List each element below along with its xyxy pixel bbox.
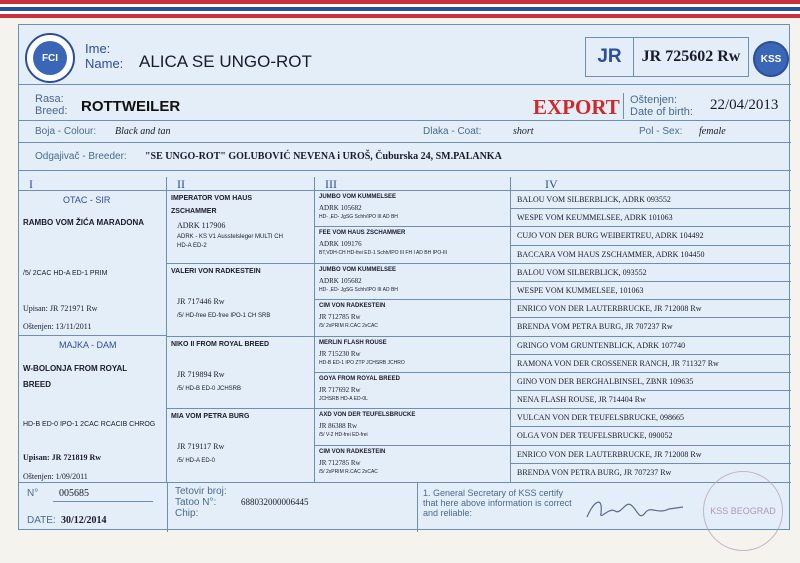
sire-label: OTAC - SIR — [63, 195, 111, 205]
dam-cell — [19, 336, 167, 482]
ancestor-cell — [511, 300, 791, 318]
tattoo-label-english: Tatoo N°: — [175, 497, 217, 508]
great-grandparent-name: GOYA FROM ROYAL BREED — [319, 375, 400, 382]
cert-line-3: and reliable: — [423, 508, 473, 518]
fci-logo — [25, 33, 75, 83]
grandparent-cell — [167, 337, 315, 410]
grandparent-reg: ADRK 117906 — [177, 221, 226, 230]
colour-label: Boja - Colour: — [35, 126, 97, 137]
great-grandparent-name: CIM VON RADKESTEIN — [319, 448, 386, 455]
registry-prefix: JR — [585, 37, 633, 77]
great-grandparent-titles: HD- ,ED- JgSG Schh/IPO III AD BH — [319, 286, 398, 293]
sire-titles: /5/ 2CAC HD-A ED-1 PRIM — [23, 270, 108, 277]
grandparent-name-line-2: ZSCHAMMER — [171, 208, 217, 215]
dam-name-line-2: BREED — [23, 380, 52, 389]
dam-reg: Upisan: JR 721819 Rw — [23, 453, 102, 462]
great-grandparent-reg: JR 717692 Rw — [319, 385, 361, 394]
ancestor-cell — [511, 373, 791, 391]
dog-name: ALICA SE UNGO-ROT — [139, 52, 312, 71]
breed-value: ROTTWEILER — [81, 98, 181, 115]
tattoo-labels — [175, 486, 227, 519]
ancestor-entry: GINO VON DER BERGHALBINSEL, ZBNR 109635 — [517, 376, 694, 386]
kss-logo: KSS — [753, 41, 789, 77]
ancestor-cell — [511, 191, 791, 209]
col-header-1-text: I — [29, 177, 33, 191]
breeder-row — [19, 143, 791, 171]
great-grandparent-name: FEE VOM HAUS ZSCHAMMER — [319, 230, 406, 237]
breed-label-serbian: Rasa: — [35, 93, 64, 105]
sire-born: Oštenjen: 13/11/2011 — [23, 322, 92, 331]
grandparent-reg: JR 719117 Rw — [177, 442, 225, 452]
ancestor-cell — [511, 427, 791, 445]
name-labels — [85, 41, 123, 71]
ancestor-entry: ENRICO VON DER LAUTERBRUCKE, JR 712008 Rw — [517, 304, 702, 314]
grandparent-cell — [167, 409, 315, 482]
great-grandparent-cell — [315, 264, 511, 300]
name-row — [19, 25, 791, 85]
sex-label: Pol - Sex: — [639, 126, 683, 137]
ancestor-cell — [511, 355, 791, 373]
tattoo-label-serbian: Tetovir broj: — [175, 486, 227, 497]
grandparent-name-line-1: NIKO II FROM ROYAL BREED — [171, 340, 270, 348]
ancestor-entry: BRENDA VON PETRA BURG, JR 707237 Rw — [517, 467, 672, 477]
ancestor-cell — [511, 409, 791, 427]
great-grandparent-titles: /5/ 2xPRIM R.CAC 2xCAC — [319, 323, 378, 330]
grandparent-reg: JR 719894 Rw — [177, 369, 225, 379]
coat-label: Dlaka - Coat: — [423, 126, 482, 137]
ancestor-entry: BALOU VOM SILBERBLICK, ADRK 093552 — [517, 195, 671, 204]
ancestor-entry: NENA FLASH ROUSE, JR 714404 Rw — [517, 395, 646, 405]
coat-value: short — [513, 126, 534, 137]
flag-stripe-red-bottom — [0, 14, 800, 18]
great-grandparent-reg: JR 712785 Rw — [319, 458, 361, 467]
ancestor-entry: CUJO VON DER BURG WEIBERTREU, ADRK 104492 — [517, 231, 704, 241]
date-value: 30/12/2014 — [61, 515, 107, 526]
colour-value: Black and tan — [115, 126, 171, 137]
great-grandparent-reg: ADRK 105682 — [319, 204, 362, 212]
great-grandparent-titles: /5/ V-2 HD-frei ED-frei — [319, 432, 368, 439]
cert-line-1: 1. General Secretary of KSS certify — [423, 488, 564, 498]
great-grandparent-reg: ADRK 105682 — [319, 276, 362, 285]
dob-labels — [630, 94, 693, 118]
footer-divider-2 — [417, 483, 418, 532]
col-header-2 — [167, 177, 315, 191]
great-grandparent-reg: ADRK 109176 — [319, 240, 362, 249]
great-grandparent-titles: JCHSRB HD-A ED-0L — [319, 395, 368, 402]
registration-number: JR 725602 Rw — [633, 37, 749, 77]
ancestor-entry: WESPE VOM KEUMMELSEE, ADRK 101063 — [517, 213, 673, 223]
ancestor-cell — [511, 282, 791, 300]
dam-name-line-1: W-BOLONJA FROM ROYAL — [23, 364, 128, 373]
great-grandparent-name: JUMBO VOM KUMMELSEE — [319, 266, 397, 273]
grandparent-name-line-1: MIA VOM PETRA BURG — [171, 413, 250, 421]
dob-label-english: Date of birth: — [630, 106, 693, 118]
sire-name: RAMBO VOM ŽIĆA MARADONA — [23, 218, 145, 227]
great-grandparent-cell — [315, 300, 511, 336]
great-grandparent-cell — [315, 227, 511, 263]
dam-titles: HD-B ED-0 IPO-1 2CAC RCACIB CHROG — [23, 421, 156, 428]
great-grandparent-cell — [315, 409, 511, 445]
ancestor-entry: RAMONA VON DER CROSSENER RANCH, JR 711327 Rw — [517, 358, 719, 368]
great-grandparent-cell — [315, 191, 511, 227]
col-header-4 — [511, 177, 791, 191]
great-grandparent-cell — [315, 337, 511, 373]
dob-label-serbian: Oštenjen: — [630, 94, 678, 106]
pedigree-certificate — [18, 24, 790, 530]
date-of-birth-box — [623, 93, 789, 119]
great-grandparent-cell — [315, 373, 511, 409]
breed-labels — [35, 93, 67, 117]
cert-line-2: that here above information is correct — [423, 498, 572, 508]
great-grandparent-name: MERLIN FLASH ROUSE — [319, 339, 387, 346]
footer-divider-1 — [167, 483, 168, 532]
footer — [19, 482, 791, 531]
great-grandparent-titles: /5/ 2xPRIM R.CAC 2xCAC — [319, 468, 378, 475]
grandparent-reg: JR 717446 Rw — [177, 296, 225, 306]
ancestor-cell — [511, 391, 791, 409]
grandparent-titles-line-2: HD-A ED-2 — [177, 243, 207, 249]
number-label: N° — [27, 488, 39, 499]
dam-label: MAJKA - DAM — [59, 340, 117, 350]
breeder-value: "SE UNGO-ROT" GOLUBOVIĆ NEVENA i UROŠ, Čuburska 24, SM.PALANKA — [145, 151, 502, 162]
ancestor-cell — [511, 446, 791, 464]
number-underline — [53, 501, 153, 502]
sex-value: female — [699, 126, 726, 137]
great-grandparent-cell — [315, 446, 511, 482]
great-grandparent-name: AXD VON DER TEUFELSBRUCKE — [319, 412, 416, 419]
great-grandparent-reg: JR 86388 Rw — [319, 422, 358, 431]
ancestor-entry: BALOU VOM SILBERBLICK, 093552 — [517, 267, 647, 277]
signature-image — [579, 491, 689, 527]
grandparent-titles-line-1: /5/ HD-free ED-free IPO-1 CH SRB — [177, 312, 271, 319]
great-grandparent-reg: JR 712785 Rw — [319, 313, 361, 322]
chip-value: 688032000006445 — [241, 497, 309, 507]
grandparent-cell — [167, 264, 315, 337]
col-header-4-text: IV — [545, 177, 558, 191]
ancestor-cell — [511, 264, 791, 282]
ancestor-cell — [511, 227, 791, 245]
sire-cell — [19, 191, 167, 336]
grandparent-titles-line-1: /5/ HD-B ED-0 JCHSRB — [177, 385, 242, 392]
ancestor-cell — [511, 337, 791, 355]
ancestor-cell — [511, 209, 791, 227]
name-label-serbian: Ime: — [85, 41, 111, 56]
export-stamp: EXPORT — [533, 95, 620, 119]
great-grandparent-name: JUMBO VOM KUMMELSEE — [319, 194, 397, 200]
date-label: DATE: — [27, 515, 56, 526]
grandparent-name-line-1: IMPERATOR VOM HAUS — [171, 195, 253, 202]
grandparent-cell — [167, 191, 315, 264]
dob-value: 22/04/2013 — [710, 97, 779, 113]
ancestor-entry: OLGA VON DER TEUFELSBRUCKE, 090052 — [517, 431, 673, 441]
kss-stamp: KSS BEOGRAD — [703, 471, 783, 551]
ancestor-entry: VULCAN VON DER TEUFELSBRUCKE, 098665 — [517, 413, 685, 423]
grandparent-titles-line-1: /5/ HD-A ED-0 — [177, 458, 216, 465]
sire-reg: Upisan: JR 721971 Rw — [23, 304, 98, 313]
great-grandparent-titles: HD- ,ED- JgSG Schh/IPO III AD BH — [319, 214, 398, 220]
grandparent-name-line-1: VALERI VON RADKESTEIN — [171, 267, 261, 275]
col-header-1 — [19, 177, 167, 191]
grandparent-titles-line-1: ADRK - KS V1 Ausstelsleger MULTI CH — [177, 234, 283, 240]
ancestor-entry: BRENDA VOM PETRA BURG, JR 707237 Rw — [517, 322, 673, 332]
chip-label: Chip: — [175, 508, 199, 519]
col-header-3 — [315, 177, 511, 191]
ancestor-entry: BACCARA VOM HAUS ZSCHAMMER, ADRK 104450 — [517, 249, 705, 259]
dam-born: Oštenjen: 1/09/2011 — [23, 472, 88, 481]
certification-text — [423, 488, 572, 518]
ancestor-entry: GRINGO VOM GRUNTENBLICK, ADRK 107740 — [517, 340, 686, 350]
col-header-2-text: II — [177, 177, 185, 191]
pedigree-table — [19, 177, 791, 482]
breeder-label: Odgajivač - Breeder: — [35, 151, 127, 162]
great-grandparent-titles: HD-B ED-1 IPO ZTP JCHSRB JCHRO — [319, 359, 405, 366]
ancestor-cell — [511, 246, 791, 264]
great-grandparent-reg: JR 715230 Rw — [319, 349, 361, 358]
great-grandparent-titles: BT,VDH-CH HD-frei ED-1 Schh/IPO III FH I AD BH IPO-III — [319, 250, 448, 257]
number-value: 005685 — [59, 488, 89, 499]
ancestor-entry: WESPE VOM KUMMELSEE, 101063 — [517, 285, 644, 295]
ancestor-entry: ENRICO VON DER LAUTERBRUCKE, JR 712008 Rw — [517, 449, 702, 459]
name-label-english: Name: — [85, 56, 124, 71]
fci-logo-text: FCI — [33, 41, 67, 75]
breed-label-english: Breed: — [35, 105, 68, 117]
great-grandparent-name: CIM VON RADKESTEIN — [319, 303, 386, 310]
ancestor-cell — [511, 318, 791, 336]
colour-row — [19, 121, 791, 143]
col-header-3-text: III — [325, 177, 337, 191]
